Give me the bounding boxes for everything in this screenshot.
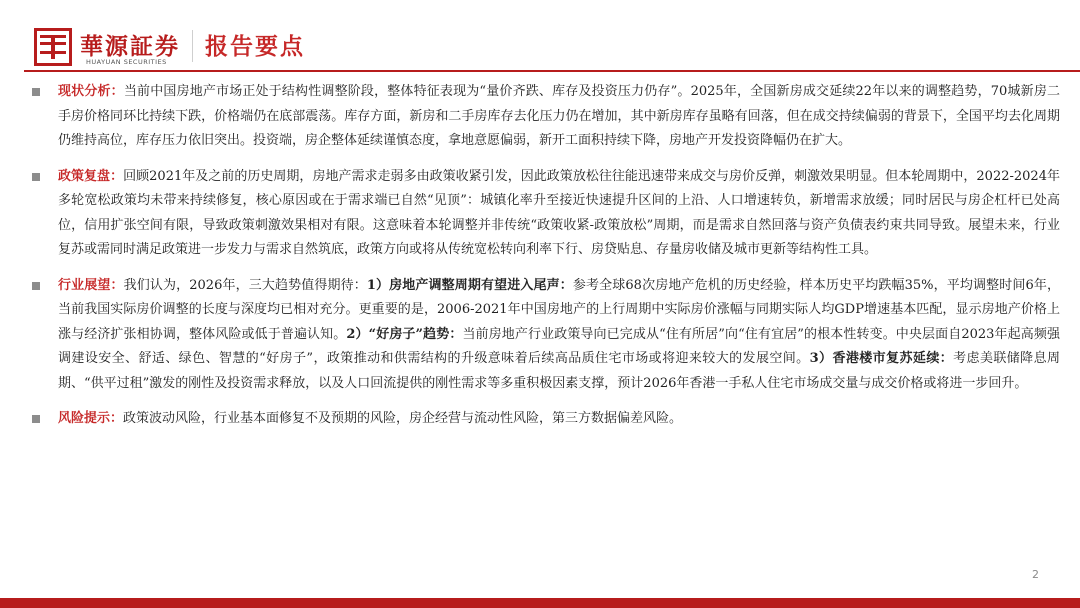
outlook-intro: 我们认为，2026年，三大趋势值得期待： [123, 277, 367, 293]
section-industry-outlook [30, 274, 1060, 397]
outlook-point-3-title: 3）香港楼市复苏延续： [809, 351, 954, 366]
section-policy-review [30, 165, 1060, 263]
outlook-point-2-text: 当前房地产行业政策导向已完成从“住有所居”向“住有宜居”的根本性转变。中央层面自2023年起高频强调建设安全、舒适、绿色、智慧的“好房子”，政策推动和供需结构的升级意味着后续高品质住宅市场或将迎来较大的发展空间。 [58, 326, 1060, 366]
section-label: 政策复盘： [58, 168, 124, 184]
page-title: 报告要点 [205, 34, 305, 60]
section-current-status [30, 80, 1060, 154]
outlook-point-1-title: 1）房地产调整周期有望进入尾声： [366, 277, 573, 293]
report-header [0, 0, 1080, 70]
header-divider [192, 30, 193, 62]
section-text: 当前中国房地产市场正处于结构性调整阶段，整体特征表现为“量价齐跌、库存及投资压力仍存”。2025年，全国新房成交延续22年以来的调整趋势，70城新房二手房价格同环比持续下跌，价格端仍在底部震荡。库存方面，新房和二手房库存去化压力仍在增加，其中新房库存虽略有回落，但在成交持续偏弱的背景下，全国平均去化周期仍维持高位，库存压力依旧突出。投资端，房企整体延续谨慎态度，拿地意愿偏弱，新开工面积持续下降，房地产开发投资降幅仍在扩大。 [58, 84, 1060, 148]
header-rule [24, 70, 1080, 72]
bullet-square-icon [32, 173, 40, 181]
section-risk-warning [30, 407, 1060, 432]
report-body [30, 80, 1060, 432]
outlook-point-3-text: 考虑美联储降息周期、“供平过租”激发的刚性及投资需求释放，以及人口回流提供的刚性需求等多重积极因素支撑，预计2026年香港一手私人住宅市场成交量与成交价格或将进一步回升。 [58, 351, 1061, 391]
bullet-square-icon [32, 415, 40, 423]
company-logo-text: 華源証券 [80, 33, 180, 60]
footer-bar [0, 598, 1080, 608]
section-text: 回顾2021年及之前的历史周期，房地产需求走弱多由政策收紧引发，因此政策放松往往能迅速带来成交与房价反弹，刺激效果明显。但本轮周期中，2022-2024年多轮宽松政策均未带来持续修复，核心原因或在于需求端已自然“见顶”：城镇化率升至接近快速提升区间的上沿、人口增速转负，新增需求放缓；同时居民与房企杠杆已处高位，信用扩张空间有限，导致政策刺激效果相对有限。这意味着本轮调整并非传统“政策收紧-政策放松”周期，而是需求自然回落与资产负债表约束共同导致。展望未来，行业复苏或需同时满足政策进一步发力与需求自然筑底，政策方向或将从传统宽松转向利率下行、房贷贴息、存量房收储及城市更新等结构性工具。 [58, 168, 1060, 257]
outlook-point-1-text: 参考全球68次房地产危机的历史经验，样本历史平均跌幅35%，平均调整时间6年，当前我国实际房价调整的长度与深度均已相对充分。更重要的是，2006-2021年中国房地产的上行周期中实际房价涨幅与同期实际人均GDP增速基本匹配，显示房地产价格上涨与经济扩张相协调，整体风险或低于普遍认知。 [58, 277, 1060, 342]
outlook-point-2-title: 2）“好房子”趋势： [346, 326, 463, 342]
company-logo-english: HUAYUAN SECURITIES [86, 58, 167, 66]
page-number: 2 [1032, 568, 1039, 581]
huayuan-logo-icon [34, 28, 72, 66]
bullet-square-icon [32, 88, 40, 96]
section-label: 行业展望： [58, 277, 124, 293]
bullet-square-icon [32, 282, 40, 290]
section-label: 现状分析： [58, 84, 124, 99]
section-text: 政策波动风险，行业基本面修复不及预期的风险，房企经营与流动性风险，第三方数据偏差风险。 [123, 411, 683, 426]
section-label: 风险提示： [58, 411, 124, 426]
